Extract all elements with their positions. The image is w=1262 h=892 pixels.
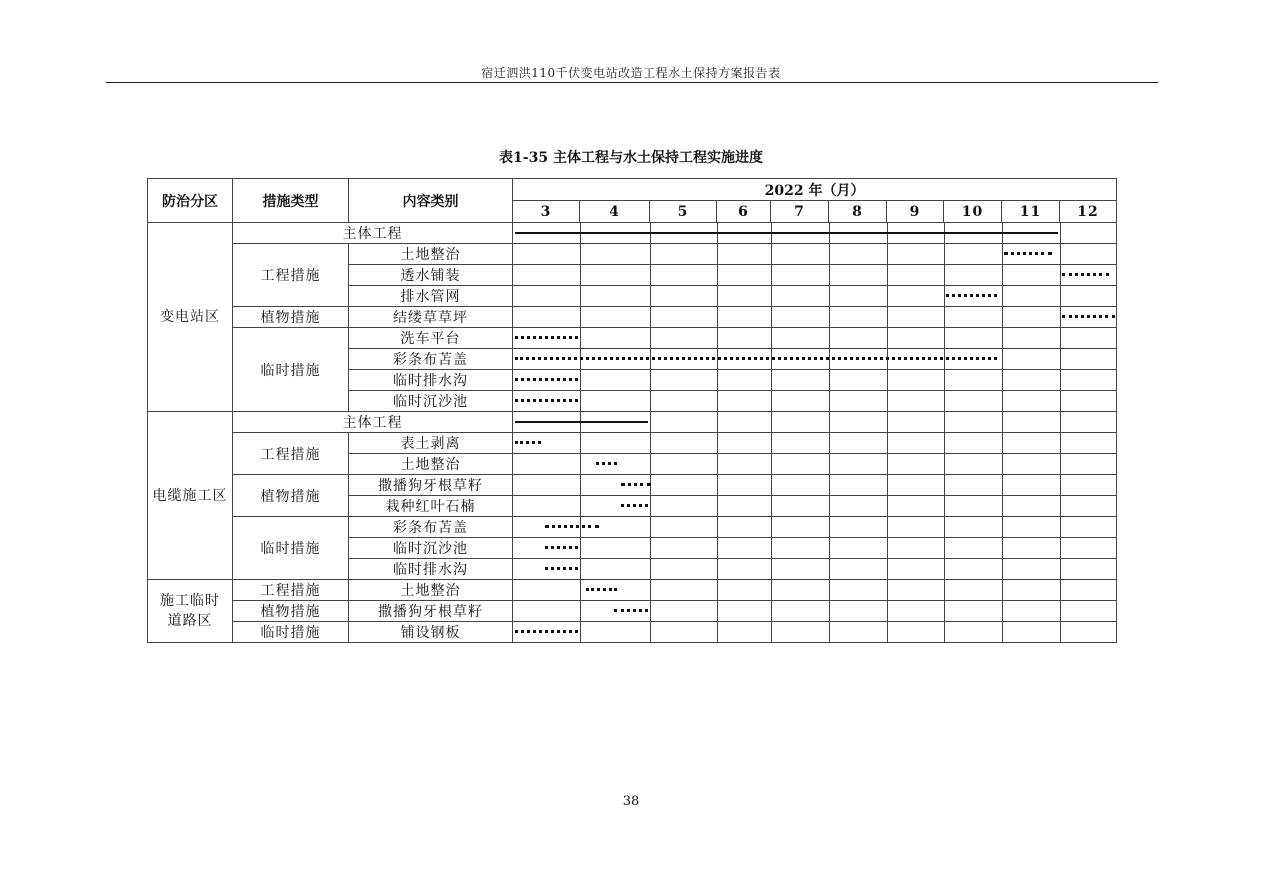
running-header: 宿迁泗洪110千伏变电站改造工程水土保持方案报告表: [481, 66, 781, 80]
timeline-cells: [513, 496, 1117, 517]
main-project-label: 主体工程: [233, 223, 513, 244]
content-cell: 撒播狗牙根草籽: [349, 601, 513, 622]
header-measure-type: 措施类型: [233, 179, 349, 223]
measure-bar: [621, 504, 649, 507]
timeline-cells: [513, 349, 1117, 370]
month-header: 6: [717, 201, 771, 223]
measure-bar: [515, 630, 578, 633]
month-header: 11: [1002, 201, 1060, 223]
timeline-cells: [513, 601, 1117, 622]
table-row: [148, 433, 1117, 454]
table-row: [148, 601, 1117, 622]
measure-type-cell: 工程措施: [233, 244, 349, 307]
measure-bar: [621, 483, 652, 486]
timeline-cells: [513, 517, 1117, 538]
timeline-cells: [513, 412, 1117, 433]
measure-type-cell: 植物措施: [233, 475, 349, 517]
measure-bar: [545, 546, 578, 549]
content-cell: 撒播狗牙根草籽: [349, 475, 513, 496]
table-row: [148, 328, 1117, 349]
measure-bar: [515, 441, 541, 444]
measure-bar: [515, 399, 578, 402]
measure-type-cell: 工程措施: [233, 580, 349, 601]
content-cell: 透水铺装: [349, 265, 513, 286]
timeline-cells: [513, 328, 1117, 349]
month-header: 8: [829, 201, 887, 223]
timeline-cells: [513, 223, 1117, 244]
measure-type-cell: 临时措施: [233, 328, 349, 412]
content-cell: 栽种红叶石楠: [349, 496, 513, 517]
content-cell: 表土剥离: [349, 433, 513, 454]
table-row: [148, 412, 1117, 433]
timeline-cells: [513, 265, 1117, 286]
timeline-cells: [513, 286, 1117, 307]
table-row: [148, 244, 1117, 265]
measure-type-cell: 临时措施: [233, 517, 349, 580]
timeline-cells: [513, 475, 1117, 496]
content-cell: 临时排水沟: [349, 559, 513, 580]
content-cell: 排水管网: [349, 286, 513, 307]
header-rule: [106, 82, 1158, 83]
content-cell: 彩条布苫盖: [349, 517, 513, 538]
timeline-cells: [513, 307, 1117, 328]
month-header: 12: [1060, 201, 1117, 223]
content-cell: 铺设钢板: [349, 622, 513, 643]
measure-type-cell: 临时措施: [233, 622, 349, 643]
timeline-cells: [513, 454, 1117, 475]
main-project-label: 主体工程: [233, 412, 513, 433]
header-year: 2022 年（月）: [513, 179, 1117, 201]
header-zone: 防治分区: [148, 179, 233, 223]
measure-bar: [1062, 273, 1109, 276]
content-cell: 土地整治: [349, 580, 513, 601]
table-row: [148, 580, 1117, 601]
month-header: 4: [580, 201, 650, 223]
measure-bar: [614, 609, 649, 612]
timeline-cells: [513, 559, 1117, 580]
measure-type-cell: 植物措施: [233, 307, 349, 328]
measure-type-cell: 植物措施: [233, 601, 349, 622]
measure-bar: [545, 567, 578, 570]
timeline-cells: [513, 538, 1117, 559]
timeline-cells: [513, 622, 1117, 643]
measure-bar: [596, 462, 617, 465]
table-row: [148, 475, 1117, 496]
month-header: 9: [887, 201, 944, 223]
timeline-cells: [513, 391, 1117, 412]
content-cell: 土地整治: [349, 244, 513, 265]
measure-bar: [586, 588, 617, 591]
zone-cell: 施工临时道路区: [148, 580, 233, 643]
timeline-cells: [513, 244, 1117, 265]
zone-cell: 变电站区: [148, 223, 233, 412]
zone-cell: 电缆施工区: [148, 412, 233, 580]
measure-bar: [515, 357, 997, 360]
month-header: 5: [650, 201, 717, 223]
content-cell: 彩条布苫盖: [349, 349, 513, 370]
measure-bar: [545, 525, 599, 528]
table-row: [148, 307, 1117, 328]
content-cell: 洗车平台: [349, 328, 513, 349]
month-header: 10: [944, 201, 1002, 223]
timeline-cells: [513, 580, 1117, 601]
measure-type-cell: 工程措施: [233, 433, 349, 475]
content-cell: 临时排水沟: [349, 370, 513, 391]
content-cell: 结缕草草坪: [349, 307, 513, 328]
table-row: [148, 517, 1117, 538]
main-project-bar: [515, 421, 648, 423]
content-cell: 临时沉沙池: [349, 391, 513, 412]
measure-bar: [946, 294, 997, 297]
content-cell: 土地整治: [349, 454, 513, 475]
main-project-bar: [515, 232, 1058, 234]
schedule-table: [147, 178, 1117, 643]
table-row: [148, 223, 1117, 244]
table-title: 表1-35 主体工程与水土保持工程实施进度: [499, 150, 763, 166]
measure-bar: [1062, 315, 1115, 318]
timeline-cells: [513, 370, 1117, 391]
content-cell: 临时沉沙池: [349, 538, 513, 559]
month-header: 3: [513, 201, 580, 223]
measure-bar: [1004, 252, 1052, 255]
measure-bar: [515, 378, 578, 381]
table-row: [148, 622, 1117, 643]
page-number: 38: [622, 794, 640, 809]
measure-bar: [515, 336, 578, 339]
month-header: 7: [771, 201, 829, 223]
header-content: 内容类别: [349, 179, 513, 223]
timeline-cells: [513, 433, 1117, 454]
